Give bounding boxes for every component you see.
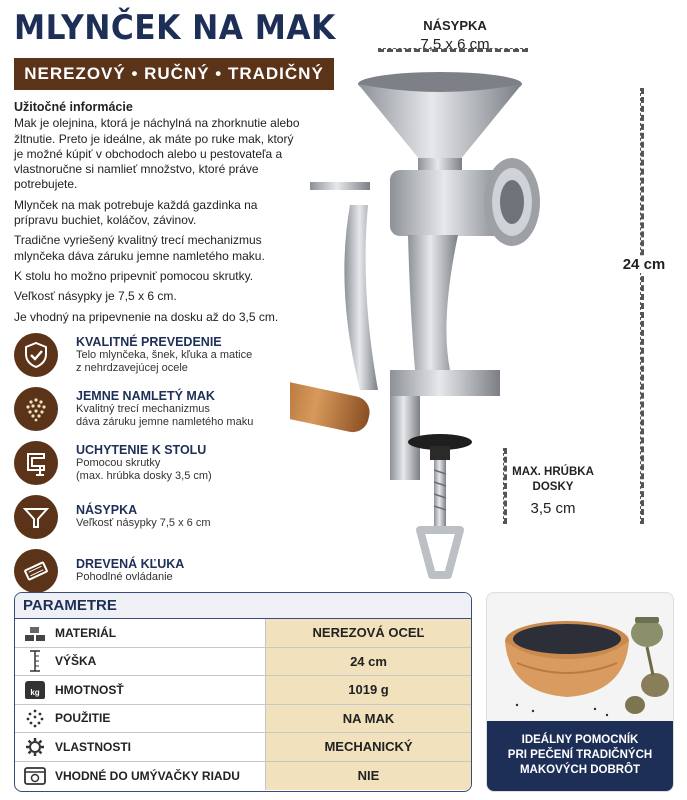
poppy-bowl-illustration	[487, 593, 674, 723]
board-label: DOSKY	[532, 481, 574, 493]
table-row	[15, 676, 471, 705]
feature-item	[14, 328, 314, 382]
feature-desc: Veľkosť násypky 7,5 x 6 cm	[76, 517, 211, 530]
param-label: VLASTNOSTI	[55, 739, 132, 754]
info-paragraph: Veľkosť násypky je 7,5 x 6 cm.	[14, 289, 177, 304]
promo-box	[486, 592, 674, 792]
feature-title: JEMNE NAMLETÝ MAK	[76, 388, 215, 403]
table-row	[15, 762, 471, 791]
param-label: MATERIÁL	[55, 625, 117, 640]
table-row	[15, 619, 471, 648]
feature-item	[14, 544, 314, 598]
feature-title: KVALITNÉ PREVEDENIE	[76, 334, 222, 349]
shield-check-icon	[14, 333, 58, 377]
wood-handle-icon	[14, 549, 58, 593]
height-dimension-line	[640, 88, 644, 524]
feature-title: UCHYTENIE K STOLU	[76, 442, 207, 457]
promo-line: PRI PEČENÍ TRADIČNÝCH	[507, 749, 653, 761]
hopper-label: NÁSYPKA	[423, 18, 487, 33]
table-row	[15, 705, 471, 734]
info-paragraph: K stolu ho možno pripevniť pomocou skrutky.	[14, 268, 254, 283]
weight-kg-label: kg	[25, 681, 45, 699]
info-paragraph: Tradične vyriešený kvalitný trecí mechanizmus mlynčeka dáva záruku jemne namletého maku.	[14, 233, 265, 263]
poppy-seed-icon	[14, 387, 58, 431]
page-title: MLYNČEK NA MAK	[14, 8, 336, 48]
feature-desc: z nehrdzavejúcej ocele	[76, 362, 188, 374]
material-stack-icon	[15, 619, 55, 647]
feature-desc: Telo mlynčeka, šnek, kľuka a matice	[76, 348, 253, 361]
info-paragraph: Mak je olejnina, ktorá je náchylná na zhorknutie alebo žltnutie. Preto je ideálne, ak máte po ruke mak, ktorý je možné kúpiť v obchodoch alebo u pestovateľa a vlastnoručne si namlieť množstvo, ktoré práve potrebujete.	[14, 116, 300, 192]
info-section	[14, 100, 304, 330]
board-thickness-line	[503, 448, 507, 524]
height-ruler-icon	[15, 648, 55, 676]
table-row	[15, 733, 471, 762]
feature-desc: Pohodlné ovládanie	[76, 571, 173, 584]
info-paragraph: Mlynček na mak potrebuje každá gazdinka na prípravu buchiet, koláčov, závinov.	[14, 197, 258, 228]
hopper-size-value: 7,5 x 6 cm	[420, 36, 490, 53]
parameters-heading: PARAMETRE	[15, 593, 471, 619]
feature-title: DREVENÁ KĽUKA	[76, 557, 185, 572]
param-value: 1019 g	[265, 676, 471, 704]
feature-desc: dáva záruku jemne namletého maku	[76, 416, 254, 428]
feature-desc: Pomocou skrutky	[76, 456, 161, 469]
param-value: NA MAK	[265, 705, 471, 733]
feature-title: NÁSYPKA	[76, 503, 138, 518]
feature-desc: (max. hrúbka dosky 3,5 cm)	[76, 470, 212, 482]
height-value: 24 cm	[604, 256, 684, 273]
feature-desc: Kvalitný trecí mechanizmus	[76, 402, 210, 415]
poppy-dots-icon	[15, 705, 55, 733]
clamp-icon	[14, 441, 58, 485]
weight-kg-icon	[15, 676, 55, 704]
table-row	[15, 648, 471, 677]
parameters-table	[14, 592, 472, 792]
feature-item	[14, 436, 314, 490]
param-label: VÝŠKA	[55, 654, 97, 669]
param-value: NEREZOVÁ OCEĽ	[265, 619, 471, 647]
promo-line: MAKOVÝCH DOBRÔT	[519, 764, 641, 776]
feature-item	[14, 490, 314, 544]
board-thickness-value: 3,5 cm	[530, 500, 576, 517]
param-label: POUŽITIE	[55, 711, 111, 726]
param-label: HMOTNOSŤ	[55, 682, 124, 697]
promo-banner	[487, 721, 673, 791]
info-paragraph: Je vhodný na pripevnenie na dosku až do 3,5 cm.	[14, 309, 279, 324]
hopper-dimension-line	[378, 48, 528, 52]
dishwasher-icon	[15, 762, 55, 791]
board-label: MAX. HRÚBKA	[512, 466, 594, 478]
param-value: MECHANICKÝ	[265, 733, 471, 761]
subtitle-banner: NEREZOVÝ • RUČNÝ • TRADIČNÝ	[14, 58, 334, 90]
gear-icon	[15, 733, 55, 761]
param-value: 24 cm	[265, 648, 471, 676]
feature-item	[14, 382, 314, 436]
info-heading: Užitočné informácie	[14, 100, 133, 114]
funnel-icon	[14, 495, 58, 539]
feature-list	[14, 328, 314, 598]
param-label: VHODNÉ DO UMÝVAČKY RIADU	[55, 768, 240, 783]
param-value: NIE	[265, 762, 471, 791]
promo-line: IDEÁLNY POMOCNÍK	[521, 734, 639, 746]
